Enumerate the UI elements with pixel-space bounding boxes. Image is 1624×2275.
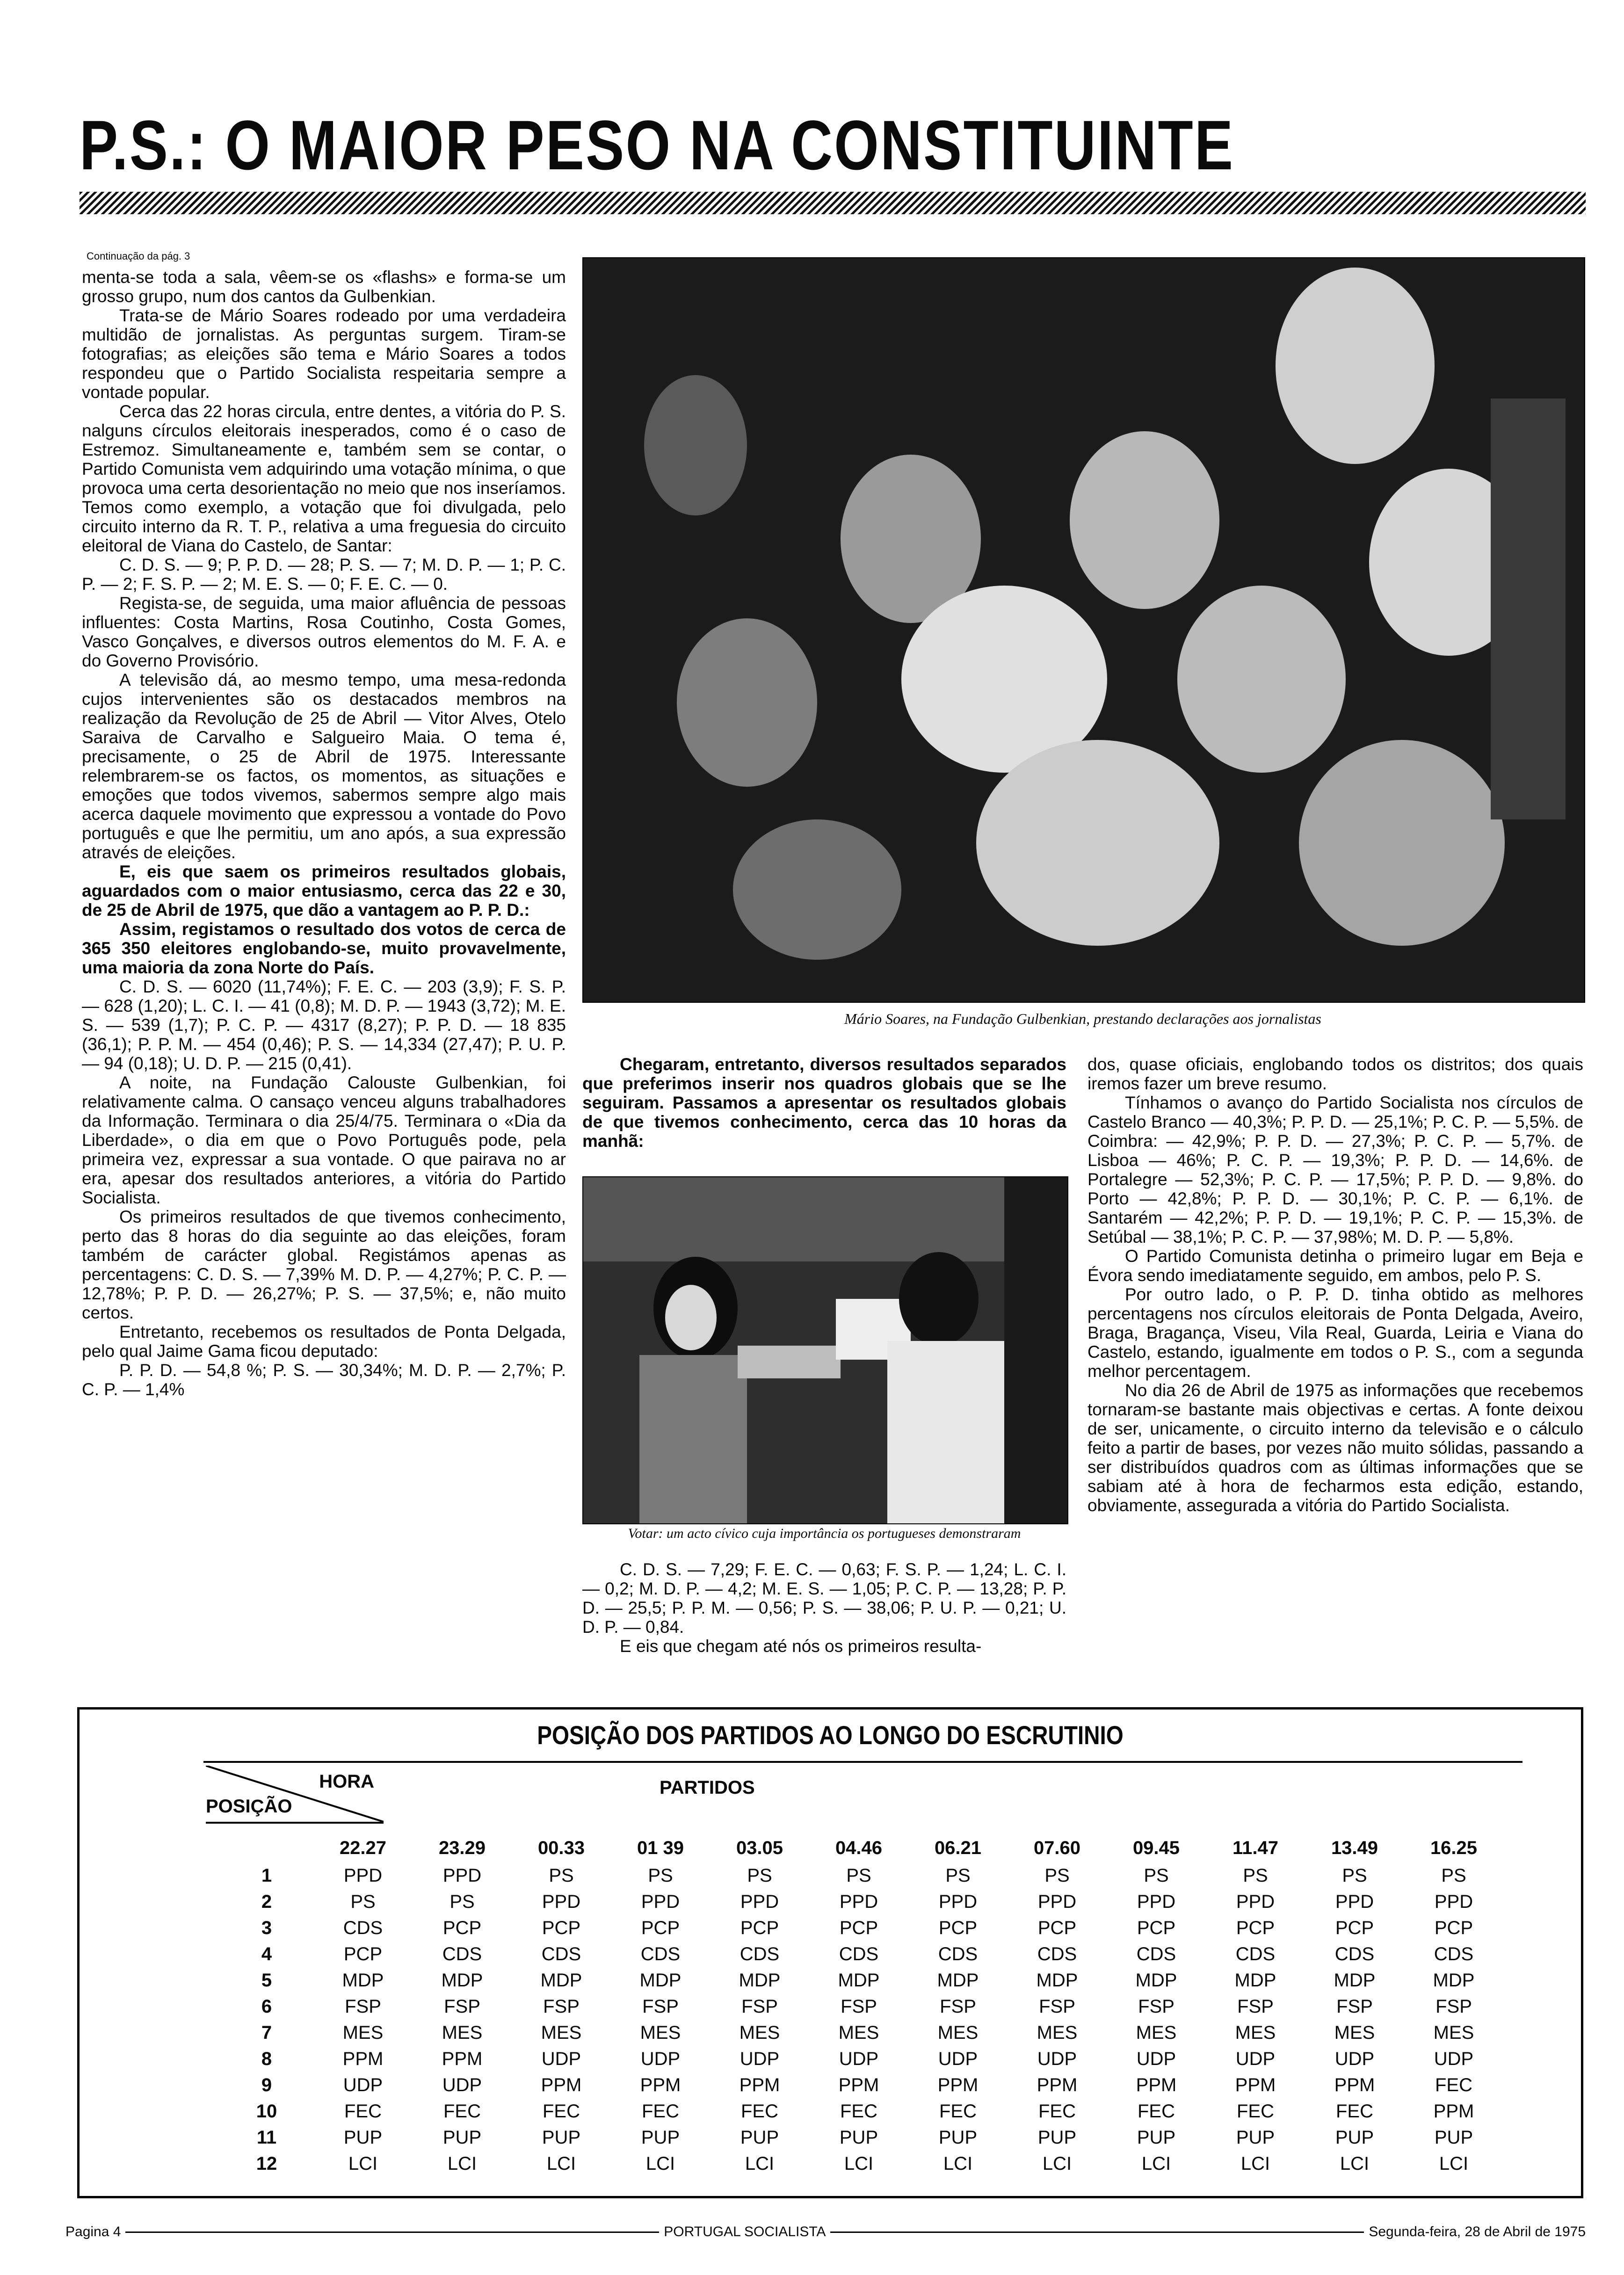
partidos-label: PARTIDOS [660,1777,755,1798]
party-cell: MDP [838,1970,880,1991]
photo-voting [582,1176,1068,1524]
party-cell: PS [648,1865,673,1886]
party-cell: MES [937,2022,979,2043]
time-header-cell: 07.60 [1033,1837,1081,1858]
paragraph: Por outro lado, o P. P. D. tinha obtido as melhores percentagens nos círculos eleitorais de Ponta Delgada, Aveiro, Braga, Bragança, Viseu, Vila Real, Guarda, Leiria e Viana do Castelo, estando, igualmente em todos o P. S., com a segunda melhor percentagem. [1088,1285,1583,1381]
time-header-cell: 04.46 [835,1837,883,1858]
time-header-cell: 01 39 [637,1837,684,1858]
party-cell: FEC [543,2101,580,2122]
party-cell: PPD [542,1891,581,1912]
party-cell: PUP [938,2127,978,2148]
party-cell: PPM [342,2048,384,2069]
table-row [220,2072,1553,2098]
party-cell: PUP [542,2127,581,2148]
party-cell: UDP [640,2048,681,2069]
party-cell: PPM [937,2074,979,2095]
party-cell: LCI [943,2153,973,2174]
party-cell: FSP [940,1996,976,2017]
party-cell: CDS [839,1943,879,1964]
table-row [220,2151,1553,2177]
party-cell: FEC [741,2101,778,2122]
party-cell: MDP [1135,1970,1177,1991]
position-cell: 9 [261,2074,272,2095]
party-cell: PCP [1137,1917,1176,1938]
paragraph: A televisão dá, ao mesmo tempo, uma mesa-redonda cujos intervenientes são os destacados membros na realização da Revolução de 25 de Abril — Vitor Alves, Otelo Saraiva de Carvalho e Salgueiro Maia. O tema é, precisamente, o 25 de Abril de 1975. Interessante relembrarem-se os factos, os momentos, as situações e emoções que todos vivemos, sabermos sempre algo mais acerca daquele movimento que expressou a vontade do Povo português e que lhe permitiu, um ano após, a sua expressão através de eleições. [82,670,566,862]
hora-label: HORA [319,1771,374,1792]
party-cell: UDP [839,2048,879,2069]
paragraph: menta-se toda a sala, vêem-se os «flashs» e forma-se um grosso grupo, num dos cantos da Gulbenkian. [82,268,566,306]
party-cell: MES [1037,2022,1078,2043]
party-cell: PPM [1334,2074,1375,2095]
paragraph: C. D. S. — 9; P. P. D. — 28; P. S. — 7; M. D. P. — 1; P. C. P. — 2; F. S. P. — 2; M. E. S. — 0; F. E. C. — 0. [82,555,566,594]
party-cell: FEC [939,2101,977,2122]
party-cell: FEC [1435,2074,1472,2095]
paragraph: Cerca das 22 horas circula, entre dentes, a vitória do P. S. nalguns círculos eleitorais inesperados, como é o caso de Estremoz. Simultaneamente e, também sem se contar, o Partido Comunista vem adquirindo uma votação mínima, o que provoca uma certa desorientação no meio que nos inseríamos. Temos como exemplo, a votação que foi divulgada, pelo circuito interno da R. T. P., relativa a uma freguesia do circuito eleitoral de Viana do Castelo, de Santar: [82,402,566,555]
party-cell: MDP [540,1970,582,1991]
table-header-row [220,1833,1553,1862]
posicao-label: POSIÇÃO [206,1796,292,1817]
party-cell: UDP [442,2074,482,2095]
corner-base-rule [206,1822,384,1824]
party-cell: LCI [1439,2153,1469,2174]
party-cell: UDP [1334,2048,1375,2069]
party-cell: CDS [1235,1943,1276,1964]
position-cell: 11 [256,2127,277,2148]
party-cell: FSP [1039,1996,1075,2017]
table-title: POSIÇÃO DOS PARTIDOS AO LONGO DO ESCRUTINIO [537,1720,1124,1750]
party-cell: PPD [1137,1891,1176,1912]
party-cell: LCI [447,2153,477,2174]
party-cell: CDS [1136,1943,1176,1964]
position-cell: 5 [261,1970,272,1991]
party-cell: FSP [642,1996,679,2017]
party-cell: LCI [1141,2153,1171,2174]
party-cell: CDS [740,1943,780,1964]
party-cell: FEC [443,2101,481,2122]
party-cell: CDS [640,1943,681,1964]
party-cell: MES [342,2022,384,2043]
party-cell: PPD [938,1891,978,1912]
party-cell: PPM [1136,2074,1177,2095]
position-cell: 8 [261,2048,272,2069]
party-cell: PPD [839,1891,878,1912]
time-header-cell: 11.47 [1232,1837,1278,1858]
party-cell: PS [1342,1865,1367,1886]
party-cell: PPD [641,1891,680,1912]
party-cell: PPD [1335,1891,1374,1912]
party-cell: CDS [938,1943,978,1964]
party-cell: CDS [343,1917,383,1938]
party-cell: PS [350,1891,376,1912]
table-row [220,2046,1553,2072]
party-cell: PUP [1335,2127,1374,2148]
party-cell: FSP [1237,1996,1274,2017]
party-cell: MDP [639,1970,682,1991]
time-header-cell: 13.49 [1331,1837,1378,1858]
time-header-cell: 09.45 [1132,1837,1180,1858]
position-cell: 12 [256,2153,277,2174]
party-cell: PUP [442,2127,482,2148]
party-cell: PS [846,1865,871,1886]
party-cell: UDP [1235,2048,1276,2069]
time-header-cell: 22.27 [339,1837,387,1858]
results-table [77,1707,1583,2198]
party-cell: PCP [1335,1917,1374,1938]
footer-date: Segunda-feira, 28 de Abril de 1975 [1369,2224,1586,2239]
party-cell: CDS [541,1943,581,1964]
party-cell: PCP [343,1943,383,1964]
party-cell: PUP [1137,2127,1176,2148]
time-header-cell: 00.33 [537,1837,585,1858]
position-cell: 7 [261,2022,272,2043]
paragraph: Os primeiros resultados de que tivemos conhecimento, perto das 8 horas do dia seguinte ao das eleições, foram também de carácter global. Registámos apenas as percentagens: C. D. S. — 7,39% M. D. P. — 4,27%; P. C. P. — 12,78%; P. P. D. — 26,27%; P. S. — 37,5%; e, não muito certos. [82,1207,566,1322]
party-cell: FSP [741,1996,778,2017]
party-cell: FSP [444,1996,480,2017]
party-cell: PS [1441,1865,1466,1886]
party-cell: PS [945,1865,971,1886]
party-cell: MES [442,2022,483,2043]
page-footer [65,2224,1586,2240]
paragraph: Trata-se de Mário Soares rodeado por uma verdadeira multidão de jornalistas. As perguntas surgem. Tiram-se fotografias; as eleições são tema e Mário Soares a todos respondeu que o Partido Socialista respeitaria sempre a vontade popular. [82,306,566,402]
position-cell: 4 [261,1943,272,1964]
party-cell: MDP [1334,1970,1376,1991]
party-cell: PUP [1434,2127,1473,2148]
party-cell: FEC [1336,2101,1373,2122]
photo-soares-journalists [582,257,1585,1003]
continuation-note: Continuação da pág. 3 [87,250,190,262]
party-cell: MDP [937,1970,979,1991]
footer-page-number: Pagina 4 [65,2224,121,2239]
paragraph: Tínhamos o avanço do Partido Socialista nos círculos de Castelo Branco — 40,3%; P. P. D. — 25,1%; P. C. P. — 5,5%. de Coimbra: — 42,9%; P. P. D. — 27,3%; P. C. P. — 5,7%. de Lisboa — 46%; P. C. P. — 19,3%; P. P. D. — 14,6%. de Portalegre — 52,3%; P. C. P. — 17,5%; P. P. D. — 9,8%. do Porto — 42,8%; P. P. D. — 30,1%; P. C. P. — 6,1%. de Santarém — 42,2%; P. P. D. — 19,1%; P. C. P. — 15,3%. de Setúbal — 38,1%; P. C. P. — 37,98%; M. D. P. — 5,8%. [1088,1093,1583,1246]
position-cell: 1 [261,1865,272,1886]
time-header-cell: 06.21 [934,1837,982,1858]
party-cell: PS [549,1865,574,1886]
party-cell: UDP [1136,2048,1176,2069]
party-cell: FSP [1436,1996,1472,2017]
party-cell: PUP [839,2127,878,2148]
party-cell: PS [1243,1865,1268,1886]
party-cell: FSP [1336,1996,1373,2017]
headline: P.S.: O MAIOR PESO NA CONSTITUINTE [80,106,1235,184]
party-cell: CDS [1434,1943,1474,1964]
party-cell: PS [450,1891,475,1912]
party-cell: PUP [641,2127,680,2148]
party-cell: UDP [1037,2048,1077,2069]
party-cell: CDS [1037,1943,1077,1964]
paragraph: P. P. D. — 54,8 %; P. S. — 30,34%; M. D. P. — 2,7%; P. C. P. — 1,4% [82,1361,566,1399]
party-cell: FSP [345,1996,381,2017]
party-cell: PPD [1236,1891,1275,1912]
party-cell: PCP [938,1917,978,1938]
time-header-cell: 23.29 [438,1837,486,1858]
table-row [220,1993,1553,2020]
party-cell: PPM [838,2074,879,2095]
party-cell: PCP [542,1917,581,1938]
article-column-1 [82,268,566,1399]
party-cell: LCI [546,2153,576,2174]
paragraph: A noite, na Fundação Calouste Gulbenkian, foi relativamente calma. O cansaço venceu alguns trabalhadores da Informação. Terminara o dia 25/4/75. Terminara o «Dia da Liberdade», o dia em que o Povo Português pode, pela primeira vez, expressar a sua vontade. O que pairava no ar era, apesar dos resultados anteriores, a vitória do Partido Socialista. [82,1073,566,1207]
party-cell: PPM [640,2074,681,2095]
article-column-3 [1088,1055,1583,1515]
party-cell: MES [739,2022,780,2043]
party-cell: FEC [1237,2101,1274,2122]
party-cell: PPD [343,1865,383,1886]
article-column-2 [582,1055,1066,1151]
party-cell: CDS [1334,1943,1375,1964]
party-cell: PUP [1236,2127,1275,2148]
party-cell: FSP [543,1996,580,2017]
party-cell: PPM [1235,2074,1276,2095]
paragraph: No dia 26 de Abril de 1975 as informações que recebemos tornaram-se bastante mais objectivas e certas. A fonte deixou de ser, unicamente, o circuito interno da televisão e o cálculo feito a partir de bases, por vezes não muito sólidas, passando a ser distribuídos quadros com as últimas informações que se sabiam até à hora de fecharmos esta edição, estando, obviamente, assegurada a vitória do Partido Socialista. [1088,1381,1583,1515]
party-cell: PPM [541,2074,582,2095]
position-cell: 6 [261,1996,272,2017]
party-cell: LCI [844,2153,874,2174]
party-cell: UDP [740,2048,780,2069]
position-cell: 3 [261,1917,272,1938]
table-row [220,2020,1553,2046]
party-cell: FEC [1038,2101,1076,2122]
position-cell: 2 [261,1891,272,1912]
paragraph: E, eis que saem os primeiros resultados globais, aguardados com o maior entusiasmo, cerca das 22 e 30, de 25 de Abril de 1975, que dão a vantagem ao P. P. D.: [82,862,566,920]
party-cell: PCP [1037,1917,1077,1938]
party-cell: UDP [343,2074,383,2095]
table-row [220,1862,1553,1889]
paragraph: Assim, registamos o resultado dos votos de cerca de 365 350 eleitores englobando-se, muito provavelmente, uma maioria da zona Norte do País. [82,920,566,977]
photo-caption-1: Mário Soares, na Fundação Gulbenkian, prestando declarações aos jornalistas [844,1010,1321,1027]
table-row [220,1889,1553,1915]
party-cell: LCI [645,2153,675,2174]
party-cell: CDS [442,1943,482,1964]
article-column-2-continued [582,1560,1066,1656]
party-cell: PCP [442,1917,482,1938]
table-row [220,2124,1553,2151]
party-cell: MES [1433,2022,1474,2043]
paragraph: C. D. S. — 6020 (11,74%); F. E. C. — 203 (3,9); F. S. P. — 628 (1,20); L. C. I. — 41 (0,8); M. D. P. — 1943 (3,72); M. E. S. — 539 (1,7); P. C. P. — 4317 (8,27); P. P. D. — 18 835 (36,1); P. P. M. — 454 (0,46); P. S. — 14,334 (27,47); P. U. P. — 94 (0,18); U. D. P. — 215 (0,41). [82,977,566,1073]
table-corner-header [206,1766,384,1822]
party-cell: LCI [745,2153,775,2174]
table-title-rule [203,1761,1522,1763]
paragraph: C. D. S. — 7,29; F. E. C. — 0,63; F. S. P. — 1,24; L. C. I. — 0,2; M. D. P. — 4,2; M. E. S. — 1,05; P. C. P. — 13,28; P. P. D. — 25,5; P. P. M. — 0,56; P. S. — 38,06; P. U. P. — 0,21; U. D. P. — 0,84. [582,1560,1066,1637]
table-row [220,1915,1553,1941]
table-row [220,2098,1553,2124]
party-cell: PCP [641,1917,680,1938]
footer-publication: PORTUGAL SOCIALISTA [664,2224,826,2239]
table-row [220,1941,1553,1967]
party-cell: UDP [541,2048,581,2069]
paragraph: Chegaram, entretanto, diversos resultados separados que preferimos inserir nos quadros globais que se lhe seguiram. Passamos a apresentar os resultados globais de que tivemos conhecimento, cerca das 10 horas da manhã: [582,1055,1066,1151]
party-cell: FEC [1138,2101,1175,2122]
party-cell: LCI [1340,2153,1370,2174]
party-cell: PCP [1434,1917,1473,1938]
time-header-cell: 03.05 [736,1837,783,1858]
party-cell: MDP [739,1970,781,1991]
party-cell: PS [1044,1865,1070,1886]
table-grid [220,1833,1553,2177]
party-cell: PUP [740,2127,779,2148]
time-header-cell: 16.25 [1430,1837,1478,1858]
party-cell: PUP [343,2127,383,2148]
party-cell: MES [838,2022,879,2043]
party-cell: PUP [1037,2127,1077,2148]
paragraph: Entretanto, recebemos os resultados de Ponta Delgada, pelo qual Jaime Gama ficou deputado: [82,1322,566,1361]
footer-rule-left [125,2232,659,2233]
party-cell: FSP [841,1996,877,2017]
party-cell: PCP [740,1917,779,1938]
photo-caption-2: Votar: um acto cívico cuja importância os portugueses demonstraram [628,1526,1021,1541]
party-cell: MES [640,2022,681,2043]
party-cell: MES [1334,2022,1375,2043]
party-cell: LCI [348,2153,378,2174]
party-cell: MDP [1234,1970,1276,1991]
party-cell: PS [747,1865,772,1886]
party-cell: UDP [938,2048,978,2069]
party-cell: PPM [739,2074,780,2095]
party-cell: MDP [1433,1970,1475,1991]
party-cell: LCI [1240,2153,1270,2174]
party-cell: PPD [1037,1891,1077,1912]
paragraph: E eis que chegam até nós os primeiros resulta- [620,1637,982,1656]
party-cell: PPM [442,2048,483,2069]
party-cell: FEC [840,2101,877,2122]
party-cell: MDP [441,1970,483,1991]
party-cell: PPD [442,1865,482,1886]
party-cell: PPM [1037,2074,1078,2095]
party-cell: FEC [344,2101,382,2122]
party-cell: LCI [1042,2153,1072,2174]
party-cell: MES [1235,2022,1276,2043]
party-cell: MDP [342,1970,384,1991]
party-cell: PS [1144,1865,1169,1886]
paragraph: O Partido Comunista detinha o primeiro lugar em Beja e Évora sendo imediatamente seguido, em ambos, pelo P. S. [1088,1246,1583,1285]
party-cell: PPD [740,1891,779,1912]
headline-rule [80,192,1586,214]
party-cell: MES [1136,2022,1177,2043]
party-cell: PCP [839,1917,878,1938]
party-cell: PPM [1433,2101,1474,2122]
party-cell: FEC [642,2101,679,2122]
party-cell: MES [541,2022,582,2043]
party-cell: PCP [1236,1917,1275,1938]
party-cell: MDP [1036,1970,1078,1991]
footer-rule-right [830,2232,1364,2233]
position-cell: 10 [256,2101,277,2122]
paragraph: dos, quase oficiais, englobando todos os distritos; dos quais iremos fazer um breve resumo. [1088,1055,1583,1093]
party-cell: FSP [1138,1996,1174,2017]
table-row [220,1967,1553,1993]
paragraph: Regista-se, de seguida, uma maior afluência de pessoas influentes: Costa Martins, Rosa Coutinho, Costa Gomes, Vasco Gonçalves, e diversos outros elementos do M. F. A. e do Governo Provisório. [82,594,566,670]
party-cell: UDP [1434,2048,1474,2069]
party-cell: PPD [1434,1891,1473,1912]
